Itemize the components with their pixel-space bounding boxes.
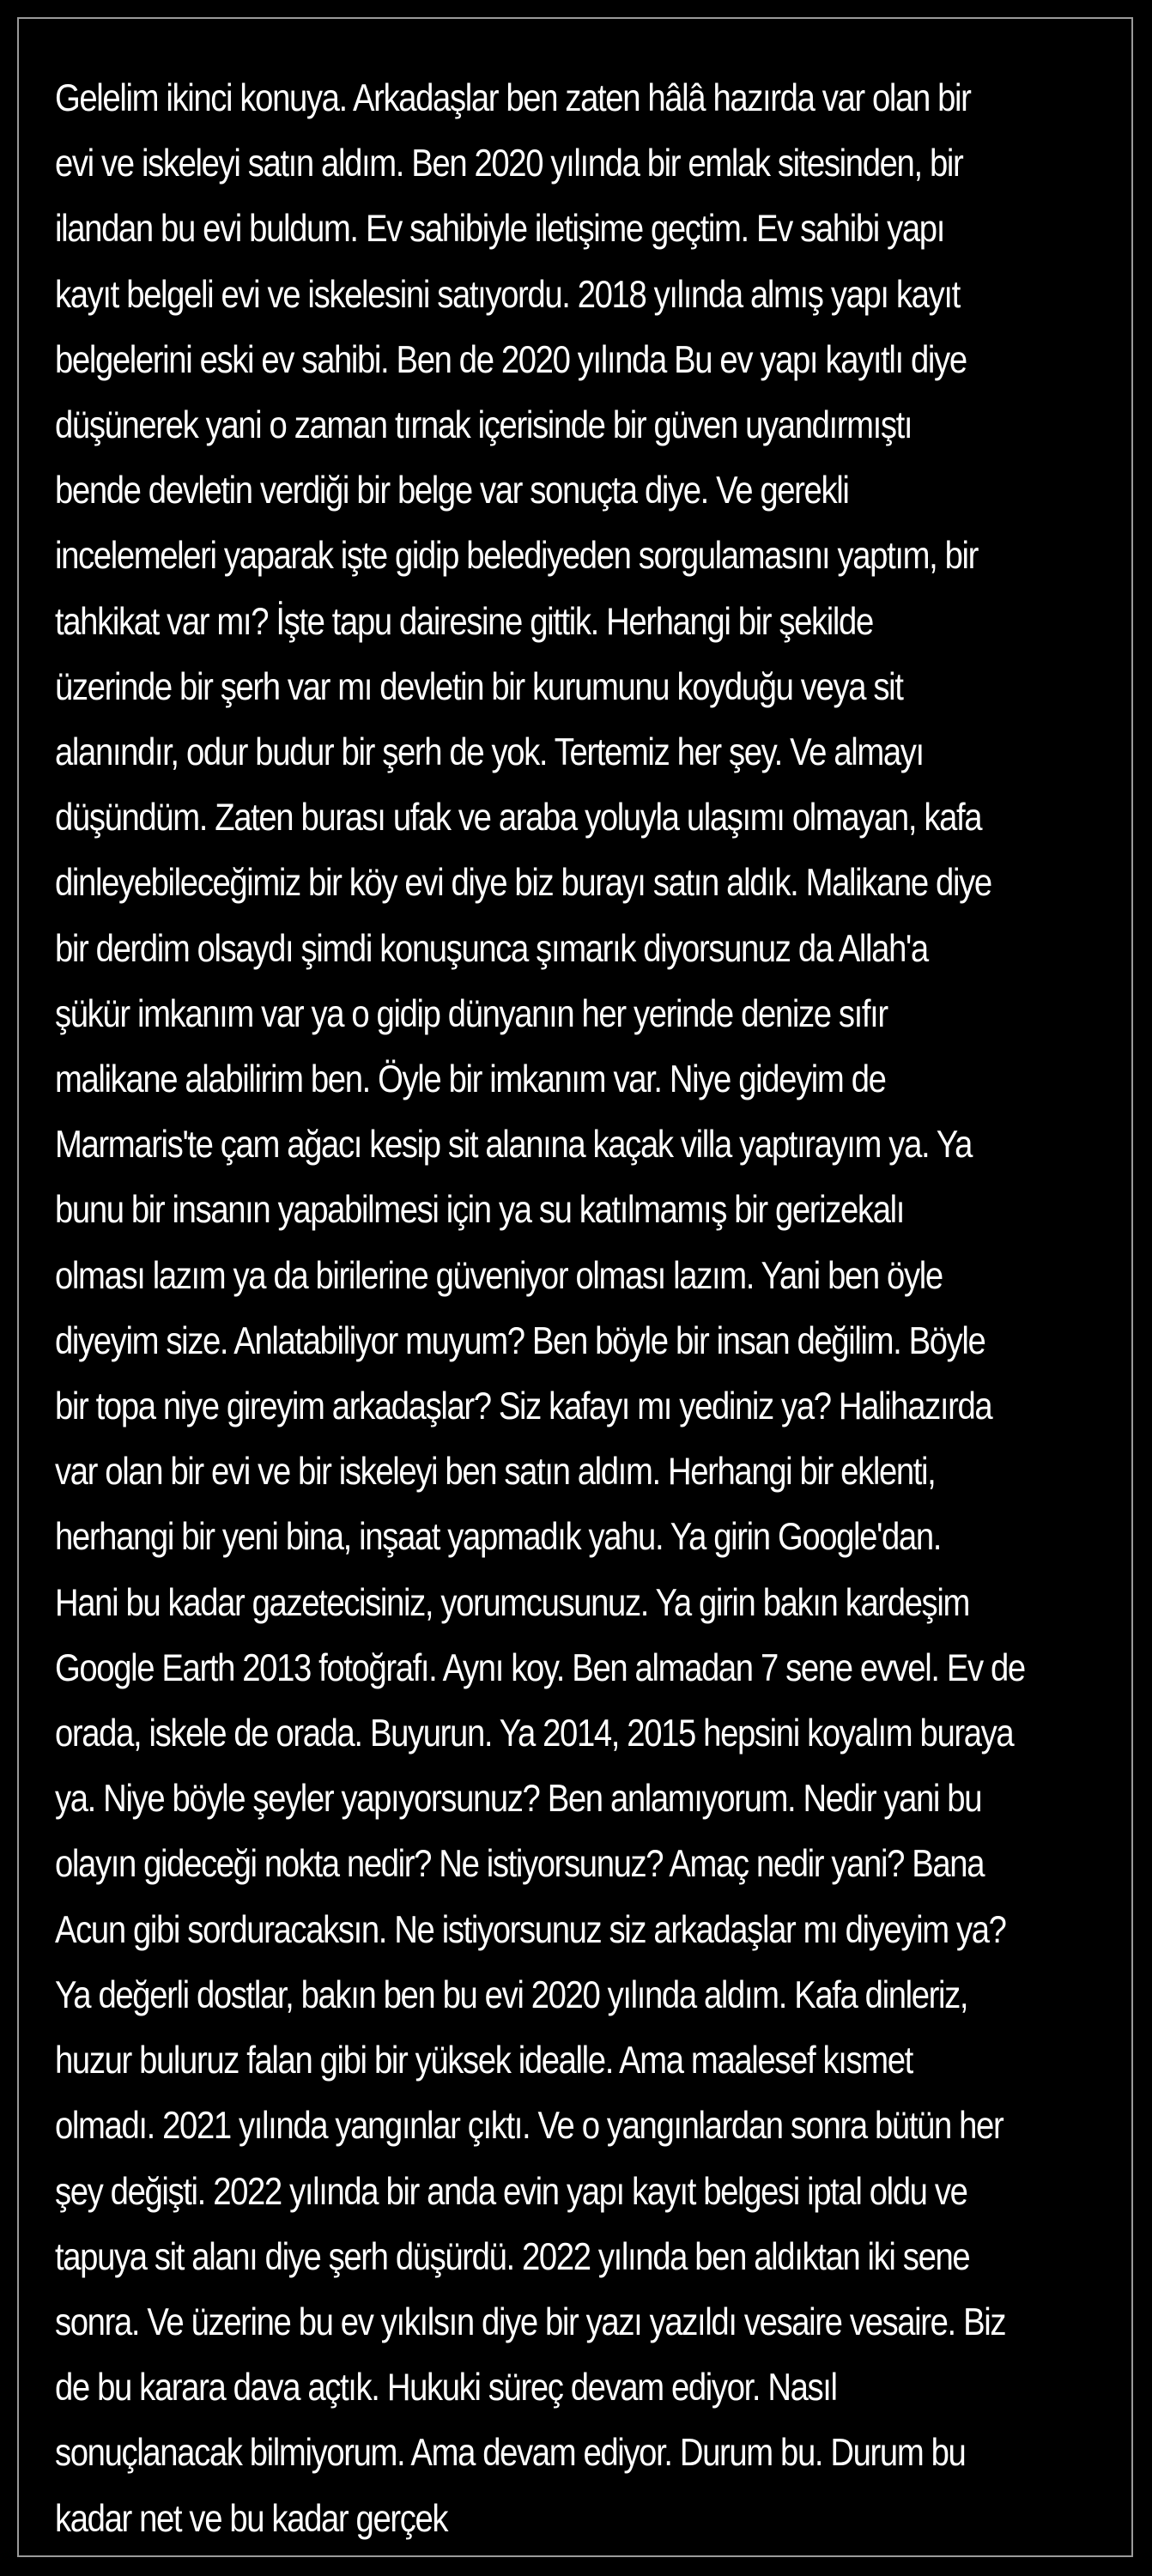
- transcript-line: var olan bir evi ve bir iskeleyi ben satın aldım. Herhangi bir eklenti,: [55, 1451, 936, 1494]
- transcript-line: bende devletin verdiği bir belge var sonuçta diye. Ve gerekli: [55, 470, 849, 512]
- transcript-line: olmadı. 2021 yılında yangınlar çıktı. Ve o yangınlardan sonra bütün her: [55, 2105, 1003, 2148]
- transcript-line: Hani bu kadar gazetecisiniz, yorumcusunuz. Ya girin bakın kardeşim: [55, 1581, 969, 1624]
- transcript-line: ya. Niye böyle şeyler yapıyorsunuz? Ben anlamıyorum. Nedir yani bu: [55, 1778, 982, 1821]
- transcript-line: bir topa niye gireyim arkadaşlar? Siz kafayı mı yediniz ya? Halihazırda: [55, 1385, 992, 1428]
- transcript-line: kayıt belgeli evi ve iskelesini satıyordu. 2018 yılında almış yapı kayıt: [55, 273, 960, 316]
- transcript-line: olması lazım ya da birilerine güveniyor olması lazım. Yani ben öyle: [55, 1254, 943, 1297]
- transcript-line: kadar net ve bu kadar gerçek: [55, 2497, 448, 2540]
- transcript-line: üzerinde bir şerh var mı devletin bir kurumunu koyduğu veya sit: [55, 665, 903, 708]
- transcript-line: sonuçlanacak bilmiyorum. Ama devam ediyor. Durum bu. Durum bu: [55, 2432, 966, 2475]
- transcript-line: dinleyebileceğimiz bir köy evi diye biz burayı satın aldık. Malikane diye: [55, 862, 991, 905]
- transcript-line: düşünerek yani o zaman tırnak içerisinde bir güven uyandırmıştı: [55, 404, 913, 447]
- transcript-line: bir derdim olsaydı şimdi konuşunca şımarık diyorsunuz da Allah'a: [55, 927, 928, 970]
- transcript-line: evi ve iskeleyi satın aldım. Ben 2020 yılında bir emlak sitesinden, bir: [55, 142, 963, 185]
- transcript-line: Ya değerli dostlar, bakın ben bu evi 2020 yılında aldım. Kafa dinleriz,: [55, 1973, 968, 2016]
- transcript-line: Marmaris'te çam ağacı kesip sit alanına kaçak villa yaptırayım ya. Ya: [55, 1124, 973, 1167]
- transcript-line: şey değişti. 2022 yılında bir anda evin yapı kayıt belgesi iptal oldu ve: [55, 2170, 967, 2213]
- transcript-line: Acun gibi sorduracaksın. Ne istiyorsunuz siz arkadaşlar mı diyeyim ya?: [55, 1908, 1006, 1951]
- transcript-line: malikane alabilirim ben. Öyle bir imkanım var. Niye gideyim de: [55, 1058, 886, 1101]
- transcript-line: herhangi bir yeni bina, inşaat yapmadık yahu. Ya girin Google'dan.: [55, 1516, 942, 1559]
- transcript-line: bunu bir insanın yapabilmesi için ya su katılmamış bir gerizekalı: [55, 1189, 904, 1232]
- transcript-frame: [17, 17, 1133, 2557]
- transcript-line: olayın gideceği nokta nedir? Ne istiyorsunuz? Amaç nedir yani? Bana: [55, 1843, 985, 1886]
- transcript-line: düşündüm. Zaten burası ufak ve araba yoluyla ulaşımı olmayan, kafa: [55, 797, 982, 839]
- transcript-line: alanındır, odur budur bir şerh de yok. Tertemiz her şey. Ve almayı: [55, 731, 924, 774]
- transcript-line: orada, iskele de orada. Buyurun. Ya 2014, 2015 hepsini koyalım buraya: [55, 1712, 1014, 1755]
- transcript-line: diyeyim size. Anlatabiliyor muyum? Ben böyle bir insan değilim. Böyle: [55, 1319, 985, 1362]
- transcript-line: Google Earth 2013 fotoğrafı. Aynı koy. Ben almadan 7 sene evvel. Ev de: [55, 1646, 1025, 1689]
- transcript-text: [55, 66, 1025, 2552]
- transcript-line: şükür imkanım var ya o gidip dünyanın her yerinde denize sıfır: [55, 992, 888, 1035]
- transcript-line: tahkikat var mı? İşte tapu dairesine gittik. Herhangi bir şekilde: [55, 600, 873, 643]
- transcript-line: belgelerini eski ev sahibi. Ben de 2020 yılında Bu ev yapı kayıtlı diye: [55, 338, 967, 381]
- transcript-line: ilandan bu evi buldum. Ev sahibiyle iletişime geçtim. Ev sahibi yapı: [55, 208, 944, 251]
- transcript-line: tapuya sit alanı diye şerh düşürdü. 2022 yılında ben aldıktan iki sene: [55, 2235, 970, 2278]
- transcript-line: huzur buluruz falan gibi bir yüksek idealle. Ama maalesef kısmet: [55, 2040, 913, 2082]
- transcript-line: incelemeleri yaparak işte gidip belediyeden sorgulamasını yaptım, bir: [55, 535, 979, 578]
- transcript-line: Gelelim ikinci konuya. Arkadaşlar ben zaten hâlâ hazırda var olan bir: [55, 77, 971, 119]
- transcript-line: de bu karara dava açtık. Hukuki süreç devam ediyor. Nasıl: [55, 2367, 837, 2409]
- transcript-line: sonra. Ve üzerine bu ev yıkılsın diye bir yazı yazıldı vesaire vesaire. Biz: [55, 2300, 1006, 2343]
